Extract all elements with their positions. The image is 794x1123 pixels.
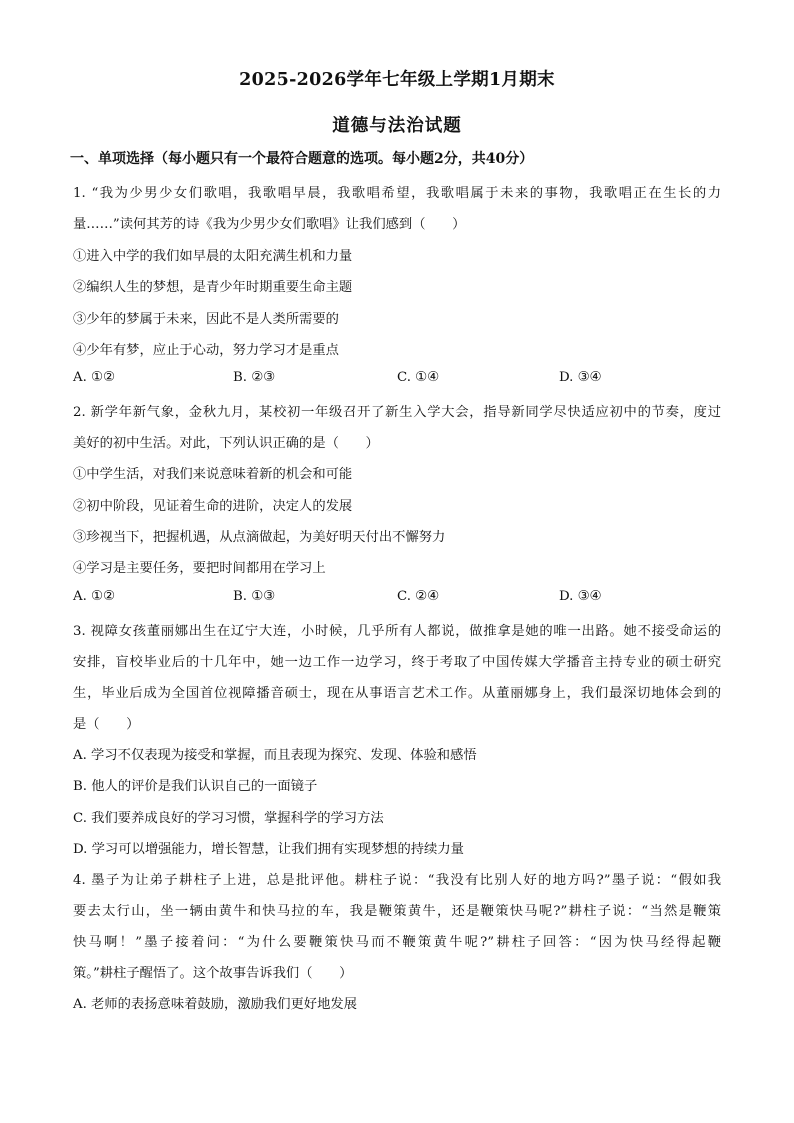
q1-option-b[interactable]: B. ②③ [233, 370, 276, 385]
q3-stem-line: 是（ ） [73, 717, 140, 732]
exam-title: 2025-2026学年七年级上学期1月期末 [239, 70, 555, 90]
q1-option-c[interactable]: C. ①④ [397, 370, 439, 385]
q1-item: ①进入中学的我们如早晨的太阳充满生机和力量 [73, 249, 353, 264]
q2-stem-line: 2. 新学年新气象，金秋九月，某校初一年级召开了新生入学大会，指导新同学尽快适应初中的节奏，度过 [73, 405, 721, 420]
q1-option-a[interactable]: A. ①② [73, 370, 115, 385]
q2-option-c[interactable]: C. ②④ [397, 589, 439, 604]
q4-stem-line: 要去太行山，坐一辆由黄牛和快马拉的车，我是鞭策黄牛，还是鞭策快马呢?”耕柱子说：“当然是鞭策 [73, 904, 721, 919]
q2-option-d[interactable]: D. ③④ [559, 589, 602, 604]
q3-stem-line: 生，毕业后成为全国首位视障播音硕士，现在从事语言艺术工作。从董丽娜身上，我们最深切地体会到的 [73, 686, 721, 701]
section-heading: 一、单项选择（每小题只有一个最符合题意的选项。每小题2分，共40分） [70, 151, 534, 167]
q2-item: ④学习是主要任务，要把时间都用在学习上 [73, 561, 326, 576]
q4-stem-line: 快马啊！”墨子接着问：“为什么要鞭策快马而不鞭策黄牛呢?”耕柱子回答：“因为快马经得起鞭 [73, 935, 721, 950]
q2-option-a[interactable]: A. ①② [73, 589, 115, 604]
q2-stem-line: 美好的初中生活。对此，下列认识正确的是（ ） [73, 436, 379, 451]
q2-option-b[interactable]: B. ①③ [233, 589, 276, 604]
q2-item: ②初中阶段，见证着生命的进阶，决定人的发展 [73, 499, 353, 514]
q3-option-d[interactable]: D. 学习可以增强能力，增长智慧，让我们拥有实现梦想的持续力量 [73, 842, 464, 857]
q3-option-c[interactable]: C. 我们要养成良好的学习习惯，掌握科学的学习方法 [73, 811, 384, 826]
q1-item: ④少年有梦，应止于心动，努力学习才是重点 [73, 343, 339, 358]
q2-item: ①中学生活，对我们来说意味着新的机会和可能 [73, 467, 353, 482]
q3-stem-line: 安排，盲校毕业后的十几年中，她一边工作一边学习，终于考取了中国传媒大学播音主持专业的硕士研究 [73, 655, 721, 670]
q1-option-d[interactable]: D. ③④ [559, 370, 602, 385]
q4-stem-line: 4. 墨子为让弟子耕柱子上进，总是批评他。耕柱子说：“我没有比别人好的地方吗?”墨子说：“假如我 [73, 873, 721, 888]
q1-item: ②编织人生的梦想，是青少年时期重要生命主题 [73, 280, 353, 295]
q3-option-a[interactable]: A. 学习不仅表现为接受和掌握，而且表现为探究、发现、体验和感悟 [73, 748, 477, 763]
q4-stem-line: 策。”耕柱子醒悟了。这个故事告诉我们（ ） [73, 966, 353, 981]
exam-subject-title: 道德与法治试题 [332, 116, 462, 136]
q3-stem-line: 3. 视障女孩董丽娜出生在辽宁大连，小时候，几乎所有人都说，做推拿是她的唯一出路。她不接受命运的 [73, 624, 721, 639]
q4-option-a[interactable]: A. 老师的表扬意味着鼓励，激励我们更好地发展 [73, 997, 357, 1012]
q1-stem-line: 1. “我为少男少女们歌唱，我歌唱早晨，我歌唱希望，我歌唱属于未来的事物，我歌唱正在生长的力 [73, 186, 721, 201]
q1-stem-line: 量……”读何其芳的诗《我为少男少女们歌唱》让我们感到（ ） [73, 217, 466, 232]
q1-item: ③少年的梦属于未来，因此不是人类所需要的 [73, 312, 339, 327]
q3-option-b[interactable]: B. 他人的评价是我们认识自己的一面镜子 [73, 779, 318, 794]
q2-item: ③珍视当下，把握机遇，从点滴做起，为美好明天付出不懈努力 [73, 530, 446, 545]
